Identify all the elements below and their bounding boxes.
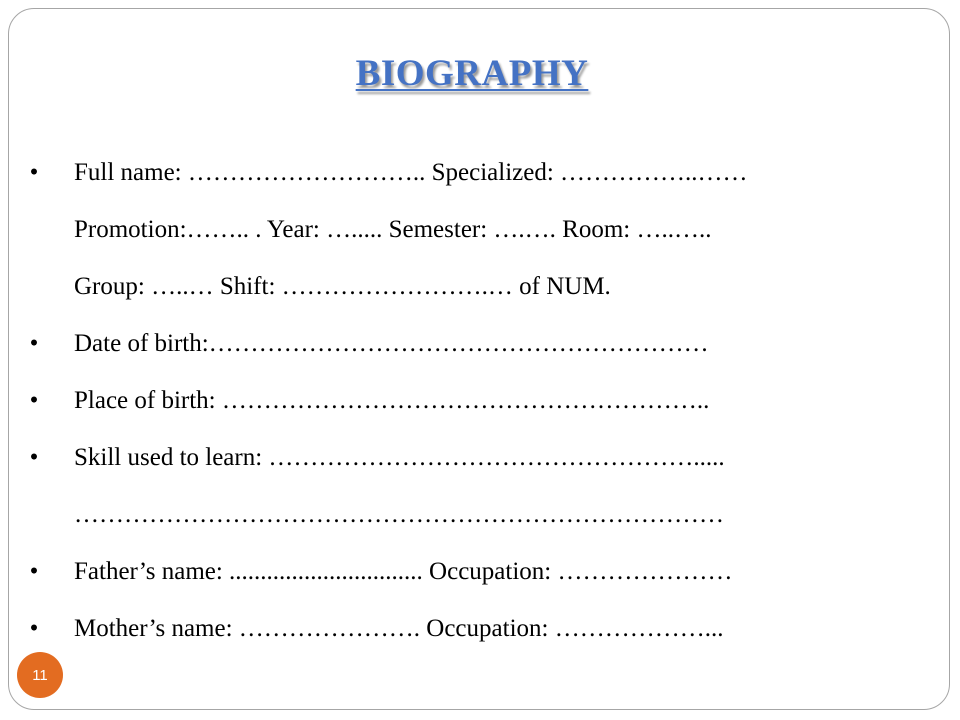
list-item-place-of-birth bbox=[24, 372, 944, 429]
bullet-icon: • bbox=[29, 444, 39, 471]
skill-continuation-line: …………………………………………………………………… bbox=[74, 501, 724, 528]
list-item-date-of-birth bbox=[24, 315, 944, 372]
bullet-icon: • bbox=[29, 387, 39, 414]
list-item-full-name bbox=[24, 144, 944, 315]
full-name-line: Full name: ……………………….. Specialized: ……………..…… bbox=[74, 159, 748, 186]
list-item-mother bbox=[24, 600, 944, 657]
mother-line: Mother’s name: …………………. Occupation: ………………... bbox=[74, 615, 724, 642]
bullet-icon: • bbox=[29, 330, 39, 357]
skill-line: Skill used to learn: ……………………………………………..... bbox=[74, 444, 725, 471]
promotion-line: Promotion:…….. . Year: …..... Semester: ….…. Room: …..….. bbox=[74, 216, 712, 243]
group-line: Group: …..… Shift: …………………….… of NUM. bbox=[74, 273, 611, 300]
page-title: BIOGRAPHY bbox=[355, 53, 589, 94]
place-of-birth-line: Place of birth: ………………………………………………….. bbox=[74, 387, 710, 414]
list-item-father bbox=[24, 543, 944, 600]
bullet-icon: • bbox=[29, 615, 39, 642]
list-item-skill bbox=[24, 429, 944, 543]
bullet-icon: • bbox=[29, 558, 39, 585]
date-of-birth-line: Date of birth:…………………………………………………… bbox=[74, 330, 709, 357]
biography-field-list bbox=[24, 144, 944, 657]
father-line: Father’s name: ............................... Occupation: ………………… bbox=[74, 558, 733, 585]
bullet-icon: • bbox=[29, 159, 39, 186]
page-number-badge: 11 bbox=[17, 652, 63, 698]
